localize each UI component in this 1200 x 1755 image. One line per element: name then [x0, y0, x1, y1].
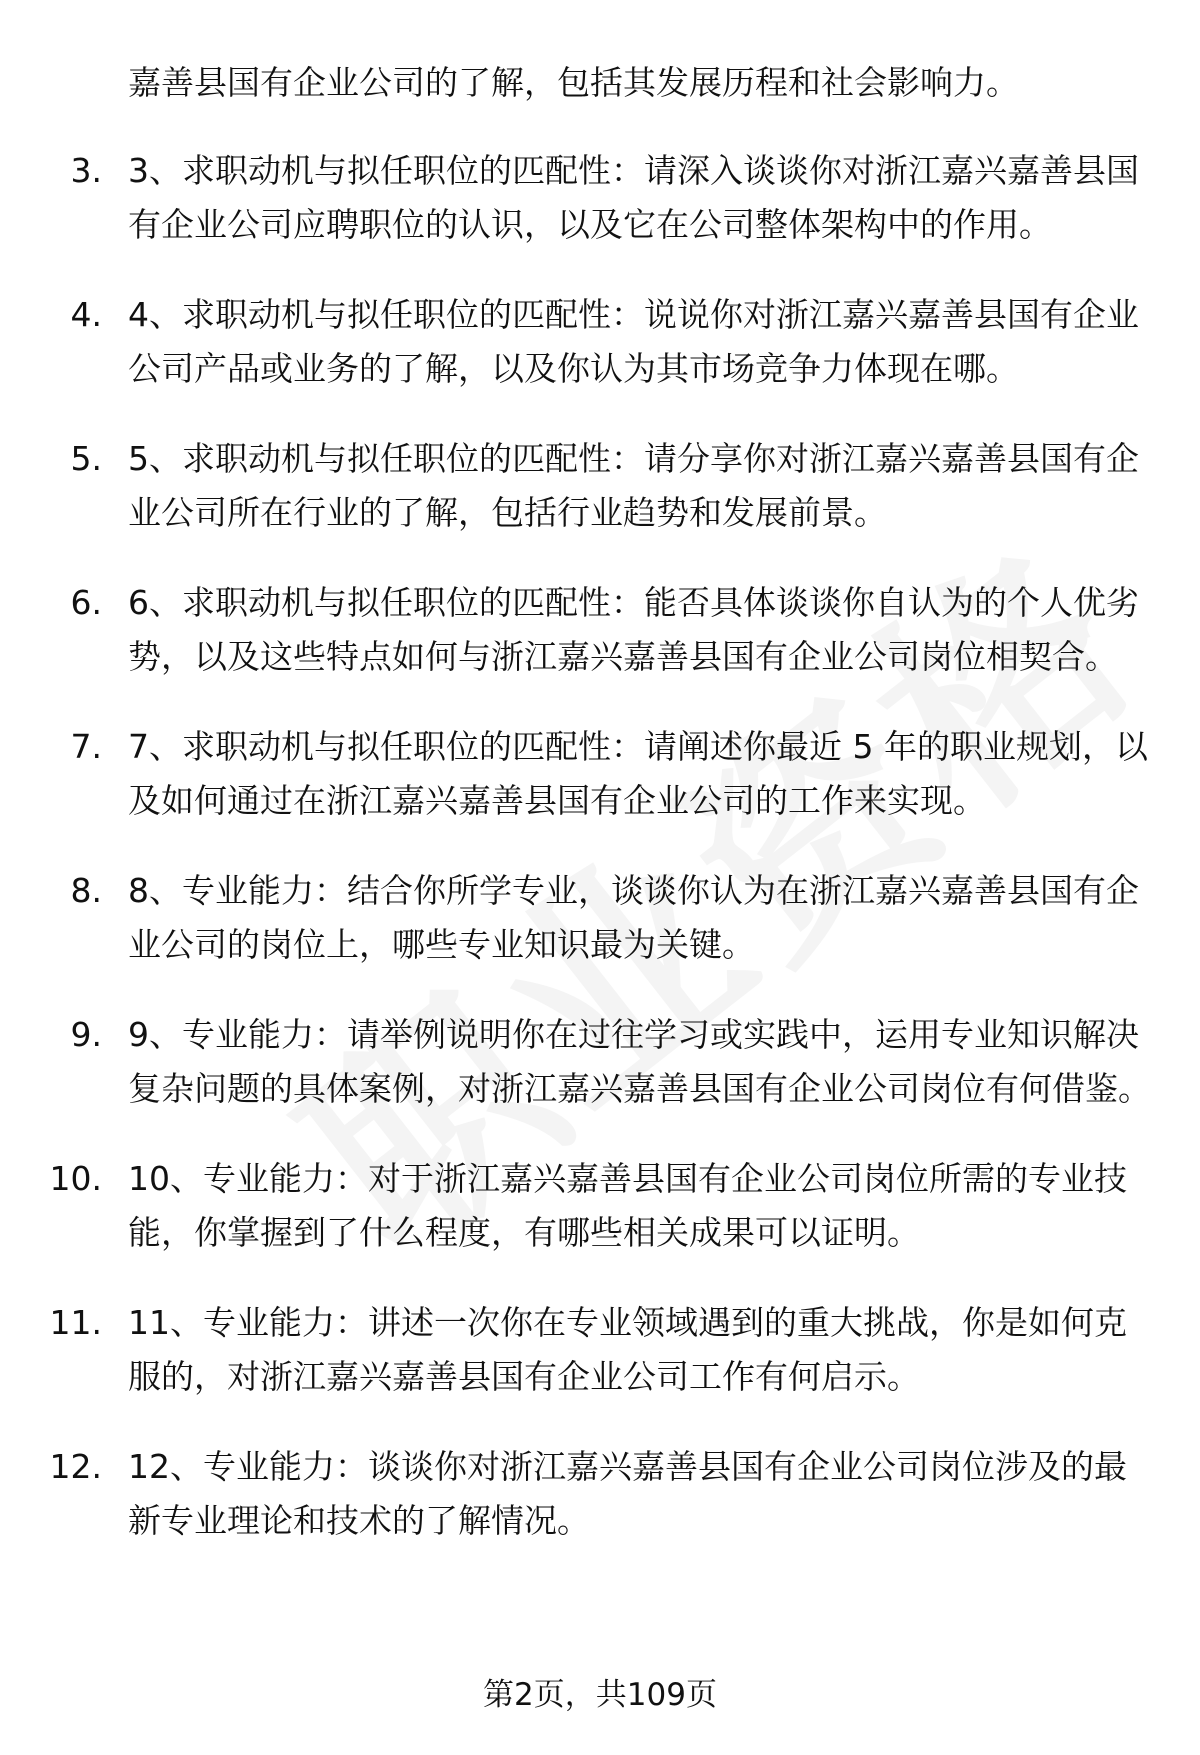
- list-item-number: 8.: [70, 871, 102, 910]
- list-item-number: 12.: [49, 1447, 102, 1486]
- list-item: [0, 144, 1200, 252]
- list-item: [0, 1296, 1200, 1404]
- list-item-number: 9.: [70, 1015, 102, 1054]
- list-item-text: 4、求职动机与拟任职位的匹配性：说说你对浙江嘉兴嘉善县国有企业公司产品或业务的了解，以及你认为其市场竞争力体现在哪。: [128, 295, 1139, 388]
- page-footer: 第2页，共109页: [483, 1677, 717, 1713]
- list-item: [0, 1440, 1200, 1548]
- list-item-text: 9、专业能力：请举例说明你在过往学习或实践中，运用专业知识解决复杂问题的具体案例，对浙江嘉兴嘉善县国有企业公司岗位有何借鉴。: [128, 1015, 1151, 1108]
- list-item: [0, 432, 1200, 540]
- list-item-text: 3、求职动机与拟任职位的匹配性：请深入谈谈你对浙江嘉兴嘉善县国有企业公司应聘职位的认识，以及它在公司整体架构中的作用。: [128, 151, 1139, 244]
- list-item-number: 7.: [70, 727, 102, 766]
- list-item-text: 7、求职动机与拟任职位的匹配性：请阐述你最近 5 年的职业规划，以及如何通过在浙江嘉兴嘉善县国有企业公司的工作来实现。: [128, 727, 1148, 820]
- list-item-number: 11.: [49, 1303, 102, 1342]
- list-item-text: 6、求职动机与拟任职位的匹配性：能否具体谈谈你自认为的个人优劣势，以及这些特点如何与浙江嘉兴嘉善县国有企业公司岗位相契合。: [128, 583, 1139, 676]
- list-item-text: 11、专业能力：讲述一次你在专业领域遇到的重大挑战，你是如何克服的，对浙江嘉兴嘉善县国有企业公司工作有何启示。: [128, 1303, 1127, 1396]
- list-item-text: 5、求职动机与拟任职位的匹配性：请分享你对浙江嘉兴嘉善县国有企业公司所在行业的了解，包括行业趋势和发展前景。: [128, 439, 1139, 532]
- list-item: [0, 288, 1200, 396]
- list-item-text: 8、专业能力：结合你所学专业，谈谈你认为在浙江嘉兴嘉善县国有企业公司的岗位上，哪些专业知识最为关键。: [128, 871, 1139, 964]
- list-item-number: 3.: [70, 151, 102, 190]
- list-item: [0, 1008, 1200, 1116]
- question-list: [0, 144, 1200, 1584]
- continuation-text: 嘉善县国有企业公司的了解，包括其发展历程和社会影响力。: [128, 63, 1019, 102]
- list-item: [0, 720, 1200, 828]
- list-item-number: 5.: [70, 439, 102, 478]
- list-item-text: 12、专业能力：谈谈你对浙江嘉兴嘉善县国有企业公司岗位涉及的最新专业理论和技术的了解情况。: [128, 1447, 1127, 1540]
- list-item: [0, 1152, 1200, 1260]
- list-item: [0, 864, 1200, 972]
- list-item-number: 10.: [49, 1159, 102, 1198]
- list-item-number: 6.: [70, 583, 102, 622]
- list-item-text: 10、专业能力：对于浙江嘉兴嘉善县国有企业公司岗位所需的专业技能，你掌握到了什么程度，有哪些相关成果可以证明。: [128, 1159, 1127, 1252]
- list-item-number: 4.: [70, 295, 102, 334]
- list-item: [0, 576, 1200, 684]
